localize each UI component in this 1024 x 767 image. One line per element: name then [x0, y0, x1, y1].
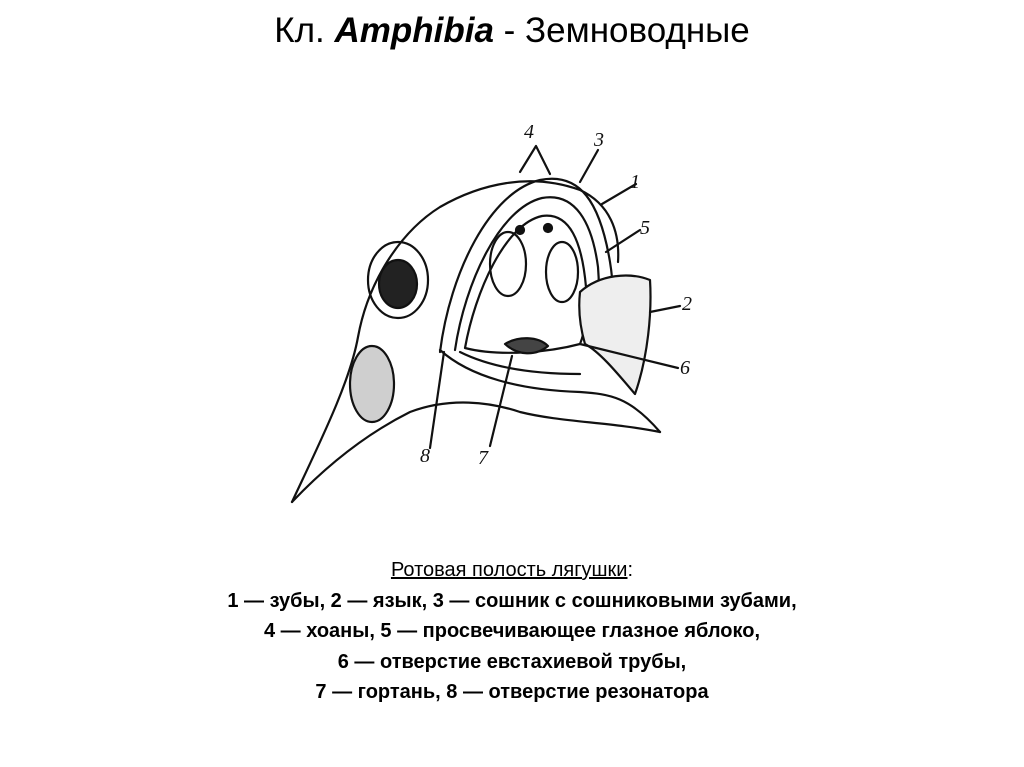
title-latin: Amphibia: [334, 11, 494, 50]
head-outline: [292, 181, 618, 502]
frog-mouth-drawing: [280, 112, 720, 512]
lower-jaw-inner: [460, 352, 580, 374]
choana-right: [546, 242, 578, 302]
tongue: [579, 276, 650, 394]
throat-outline: [292, 403, 660, 502]
figure-label: 8: [420, 445, 430, 467]
vomer-tooth: [544, 224, 552, 232]
figure-label: 4: [524, 121, 534, 143]
figure-label: 6: [680, 357, 690, 379]
title-suffix: - Земноводные: [493, 11, 750, 50]
title-prefix: Кл.: [274, 11, 335, 50]
slide-title: [0, 10, 1024, 52]
figure-label: 7: [478, 447, 488, 469]
caption-line: 6 — отверстие евстахиевой трубы,: [337, 650, 687, 673]
figure-label: 1: [630, 171, 640, 193]
tympanum: [350, 346, 394, 422]
larynx: [505, 338, 548, 353]
eyeball: [379, 260, 417, 308]
figure-label: 2: [682, 293, 692, 315]
caption-heading: Ротовая полость лягушки: [390, 559, 628, 581]
caption-heading-colon: :: [627, 559, 634, 581]
caption-line: 7 — гортань, 8 — отверстие резонатора: [315, 681, 709, 703]
caption-line: 4 — хоаны, 5 — просвечивающее глазное яблоко,: [263, 620, 761, 642]
palate: [465, 216, 587, 353]
caption-heading-row: [0, 555, 1024, 586]
vomer-tooth: [516, 226, 524, 234]
caption-line: 1 — зубы, 2 — язык, 3 — сошник с сошниковыми зубами,: [227, 589, 797, 612]
figure-label: 5: [640, 217, 650, 239]
figure-label: 3: [594, 129, 604, 151]
frog-mouth-illustration: [280, 112, 720, 512]
figure-caption: [0, 555, 1024, 708]
